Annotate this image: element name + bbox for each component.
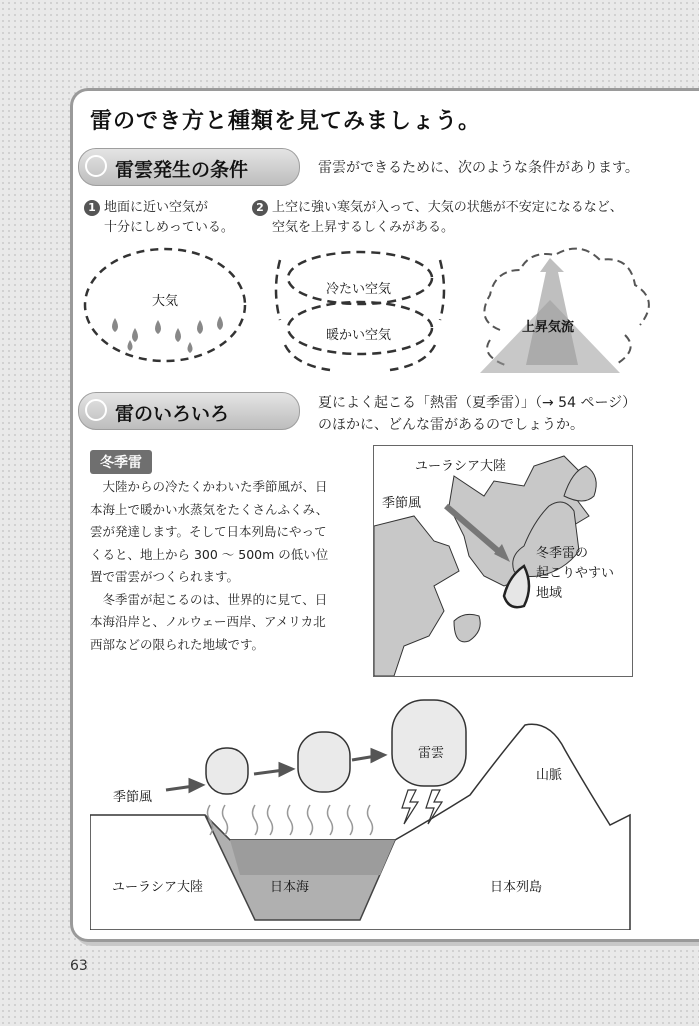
sea-surface [230, 840, 395, 875]
winter-lightning-para1: 大陸からの冷たくかわいた季節風が、日本海上で暖かい水蒸気をたくさんふくみ、雲が発達します。そして日本列島にやってくると、地上から 300 ～ 500m の低い位置で雷雲がつくられます。 [90, 479, 329, 584]
number-2-icon: 2 [252, 200, 268, 216]
map-label-region-line2: 起こりやすい [536, 566, 615, 581]
diagram-label-mountains: 山脈 [536, 768, 563, 783]
updraft-cone [480, 300, 620, 373]
continent-shape [374, 516, 459, 676]
wind-arrow-icons [166, 750, 384, 791]
varieties-intro [318, 392, 636, 436]
condition-2-line1: 上空に強い寒気が入って、大気の状態が不安定になるなど、 [272, 200, 623, 215]
water-drop-icons [112, 316, 223, 353]
swirl-icon [85, 399, 107, 421]
diagram-label-islands: 日本列島 [490, 880, 543, 895]
section-title-varieties: 雷のいろいろ [115, 403, 230, 425]
winter-lightning-text [90, 476, 330, 656]
winter-lightning-tag: 冬季雷 [90, 450, 152, 474]
conditions-intro: 雷雲ができるために、次のような条件があります。 [318, 160, 639, 176]
condition-1 [84, 198, 234, 238]
map-label-region [536, 544, 614, 604]
vapor-icons [208, 805, 373, 835]
label-warm-air: 暖かい空気 [326, 328, 392, 343]
section-header-varieties [78, 392, 300, 430]
diagram-label-sea: 日本海 [270, 880, 310, 895]
map-label-continent: ユーラシア大陸 [415, 459, 507, 474]
condition-1-line2: 十分にしめっている。 [104, 220, 234, 235]
condition-2-line2: 空気を上昇するしくみがある。 [272, 220, 455, 235]
section-title-conditions: 雷雲発生の条件 [115, 159, 249, 181]
condition-1-line1: 地面に近い空気が [104, 200, 209, 215]
air-layers [276, 252, 444, 370]
map-label-region-line1: 冬季雷の [536, 546, 589, 561]
number-1-icon: 1 [84, 200, 100, 216]
map-label-region-line3: 地域 [536, 586, 563, 601]
varieties-intro-line1: 夏によく起こる「熱雷（夏季雷）」（→ 54 ページ） [318, 395, 637, 411]
page-number: 63 [70, 958, 88, 974]
condition-2 [252, 198, 623, 238]
label-taiki: 大気 [152, 294, 179, 309]
diagram-label-wind: 季節風 [113, 790, 153, 805]
map-label-wind: 季節風 [382, 496, 422, 511]
varieties-intro-line2: のほかに、どんな雷があるのでしょうか。 [318, 417, 584, 433]
section-header-conditions [78, 148, 300, 186]
diagram-label-continent: ユーラシア大陸 [112, 880, 204, 895]
diagram-label-raincloud: 雷雲 [418, 746, 445, 761]
label-cold-air: 冷たい空気 [326, 282, 392, 297]
kyushu-shape [454, 614, 480, 642]
swirl-icon [85, 155, 107, 177]
page-heading: 雷のでき方と種類を見てみましょう。 [90, 109, 482, 134]
label-updraft: 上昇気流 [522, 320, 575, 335]
winter-lightning-para2: 冬季雷が起こるのは、世界的に見て、日本海沿岸と、ノルウェー西岸、アメリカ北西部などの限られた地域です。 [90, 591, 328, 652]
